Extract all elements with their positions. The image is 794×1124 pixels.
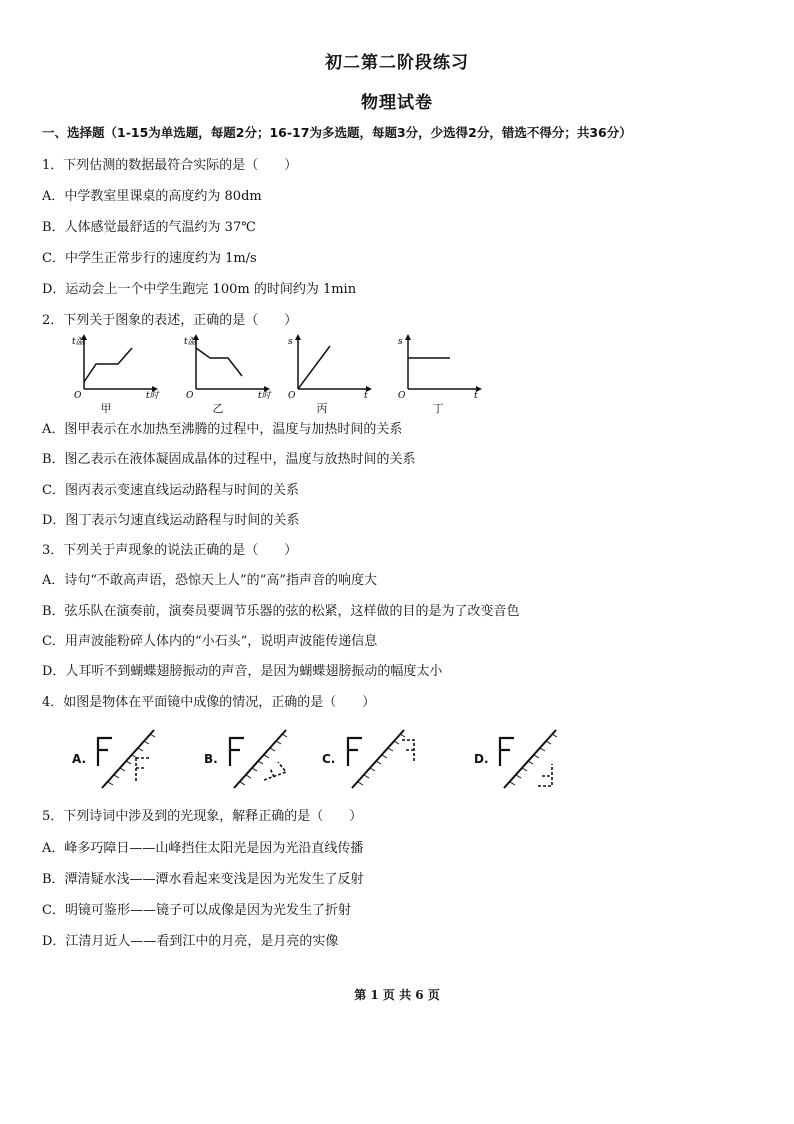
- q4-figure-b: [224, 722, 304, 794]
- q3-option-d: D．人耳听不到蝴蝶翅膀振动的声音，是因为蝴蝶翅膀振动的幅度太小: [42, 664, 443, 679]
- graph-bing: [284, 334, 374, 400]
- section-heading: 一、选择题（1-15为单选题，每题2分；16-17为多选题，每题3分，少选得2分，错选不得分；共36分）: [42, 125, 632, 140]
- graph-bing-origin: O: [288, 391, 296, 400]
- graph-yi: [182, 334, 272, 400]
- graph-ding-x-label: t: [474, 391, 478, 400]
- q5-stem: 5．下列诗词中涉及到的光现象，解释正确的是（ ）: [42, 809, 363, 824]
- q1-stem: 1．下列估测的数据最符合实际的是（ ）: [42, 158, 298, 173]
- graph-ding-y-label: s: [398, 337, 403, 347]
- graph-label-bing: 丙: [316, 402, 328, 415]
- q4-stem: 4．如图是物体在平面镜中成像的情况，正确的是（ ）: [42, 695, 376, 710]
- graph-yi-origin: O: [186, 391, 194, 400]
- exam-subtitle: 物理试卷: [361, 93, 433, 113]
- graph-bing-x-label: t: [364, 391, 368, 400]
- q2-option-a: A．图甲表示在水加热至沸腾的过程中，温度与加热时间的关系: [42, 422, 403, 437]
- graph-label-yi: 乙: [212, 402, 224, 415]
- q2-option-b: B．图乙表示在液体凝固成晶体的过程中，温度与放热时间的关系: [42, 452, 416, 467]
- q4-option-a-label: A.: [72, 752, 87, 766]
- q3-option-b: B．弦乐队在演奏前，演奏员要调节乐器的弦的松紧，这样做的目的是为了改变音色: [42, 604, 520, 619]
- q1-option-b: B．人体感觉最舒适的气温约为 37℃: [42, 220, 256, 235]
- q4-figure-d: [494, 722, 574, 794]
- graph-yi-y-label: t温: [184, 337, 197, 347]
- page-footer: 第 1 页 共 6 页: [354, 988, 440, 1002]
- q5-option-a: A．峰多巧障日——山峰挡住太阳光是因为光沿直线传播: [42, 841, 364, 856]
- q4-figure-a: [92, 722, 172, 794]
- graph-yi-x-label: t时: [258, 391, 271, 400]
- q3-stem: 3．下列关于声现象的说法正确的是（ ）: [42, 543, 298, 558]
- graph-jia-origin: O: [74, 391, 82, 400]
- q4-option-b-label: B.: [204, 752, 218, 766]
- graph-label-ding: 丁: [432, 402, 444, 415]
- q4-option-d-label: D.: [474, 752, 489, 766]
- q2-option-d: D．图丁表示匀速直线运动路程与时间的关系: [42, 513, 300, 528]
- q2-stem: 2．下列关于图象的表述，正确的是（ ）: [42, 313, 298, 328]
- graph-ding-origin: O: [398, 391, 406, 400]
- q1-option-a: A．中学教室里课桌的高度约为 80dm: [42, 189, 262, 204]
- q4-figure-c: [342, 722, 422, 794]
- q3-option-a: A．诗句“不敢高声语，恐惊天上人”的“高”指声音的响度大: [42, 573, 377, 588]
- graph-bing-y-label: s: [288, 337, 293, 347]
- graph-label-jia: 甲: [100, 402, 112, 415]
- graph-jia-x-label: t时: [146, 391, 159, 400]
- graph-jia: [70, 334, 160, 400]
- q4-option-c-label: C.: [322, 752, 336, 766]
- q1-option-d: D．运动会上一个中学生跑完 100m 的时间约为 1min: [42, 282, 357, 297]
- q5-option-b: B．潭清疑水浅——潭水看起来变浅是因为光发生了反射: [42, 872, 364, 887]
- q3-option-c: C．用声波能粉碎人体内的“小石头”，说明声波能传递信息: [42, 634, 378, 649]
- q1-option-c: C．中学生正常步行的速度约为 1m/s: [42, 251, 257, 266]
- q2-option-c: C．图丙表示变速直线运动路程与时间的关系: [42, 483, 299, 498]
- exam-title: 初二第二阶段练习: [325, 53, 469, 73]
- q5-option-d: D．江清月近人——看到江中的月亮，是月亮的实像: [42, 934, 339, 949]
- graph-ding: [394, 334, 484, 400]
- q5-option-c: C．明镜可鉴形——镜子可以成像是因为光发生了折射: [42, 903, 351, 918]
- graph-jia-y-label: t温: [72, 337, 85, 347]
